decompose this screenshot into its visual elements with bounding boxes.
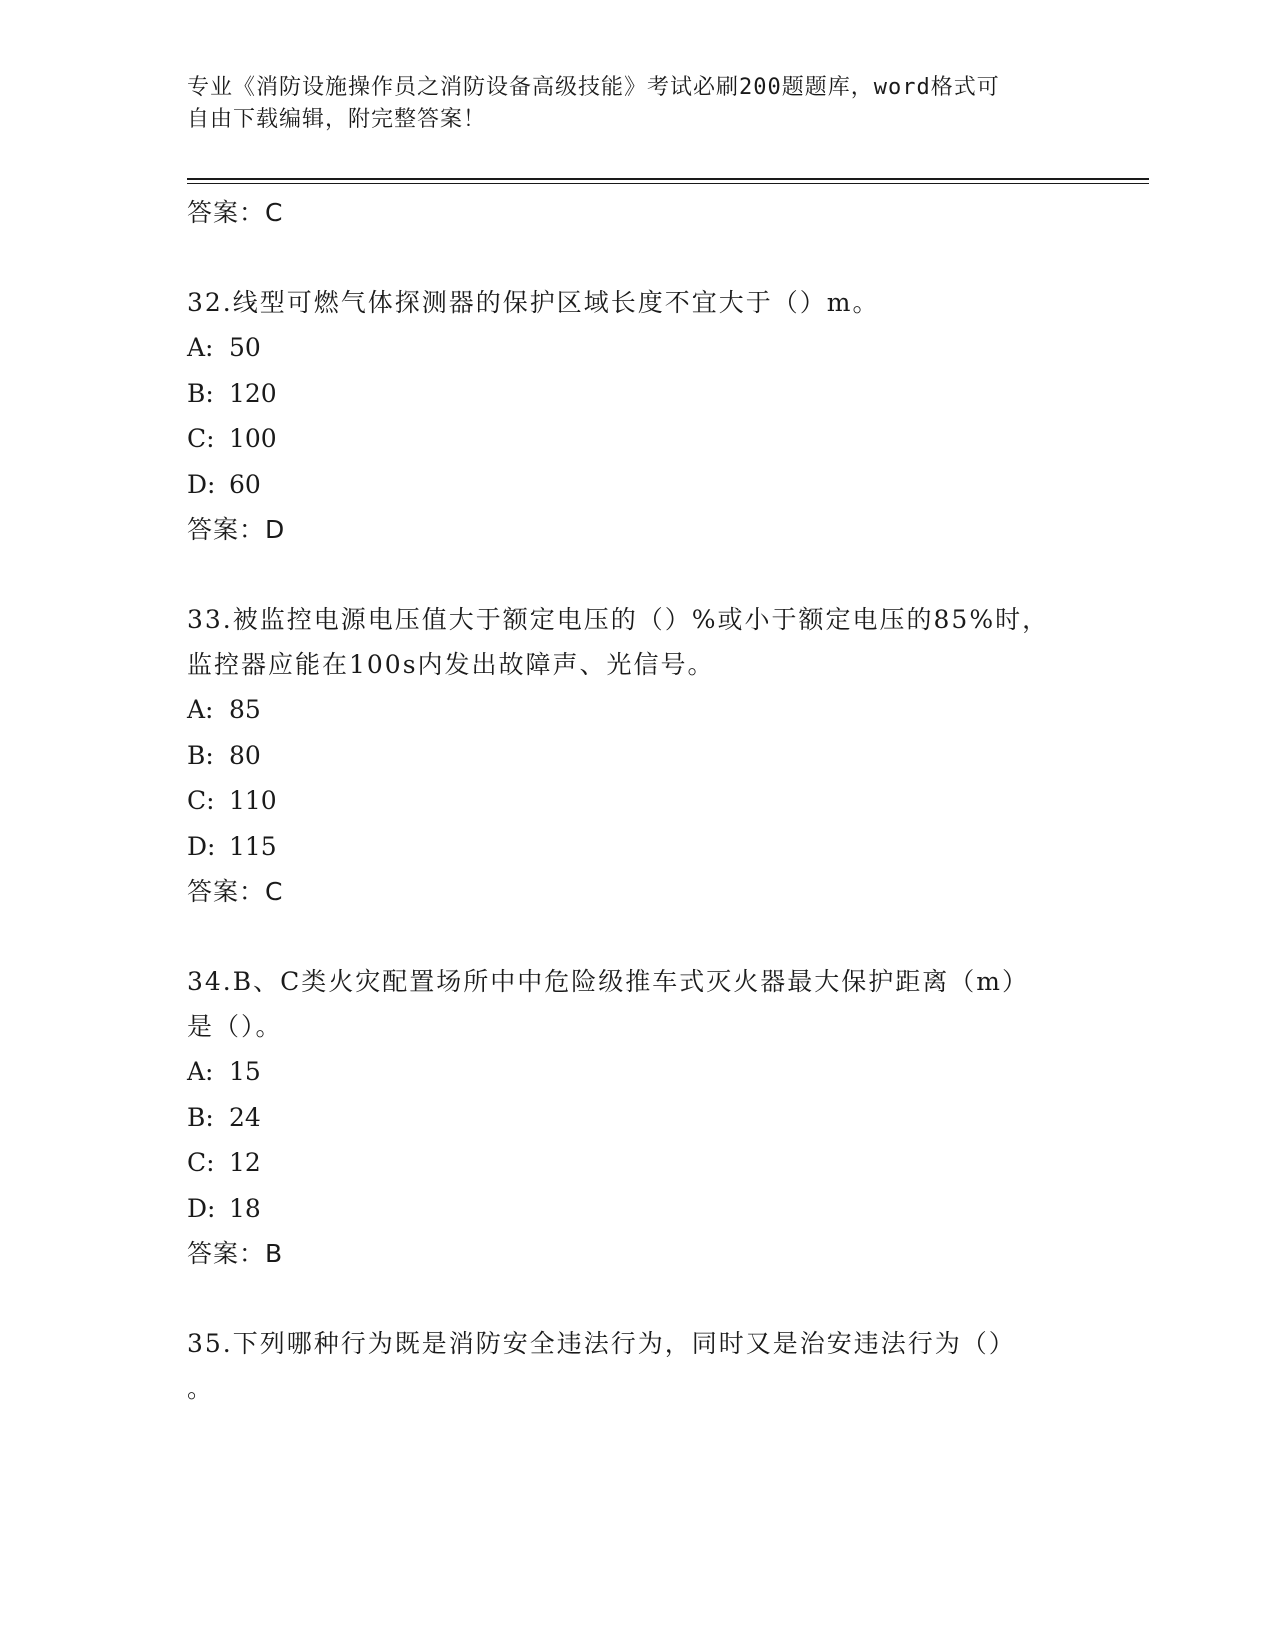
header-line-1: 专业《消防设施操作员之消防设备高级技能》考试必刷200题题库，word格式可 (187, 75, 1000, 100)
question-stem-line-2: 。 (187, 1374, 215, 1403)
page-header (187, 72, 1087, 136)
option-value: 60 (229, 469, 261, 499)
option-c (187, 1140, 1087, 1186)
option-key: B: (187, 1102, 214, 1132)
option-key: B: (187, 740, 214, 770)
option-a (187, 1049, 1087, 1095)
question-answer: 答案：C (187, 877, 284, 906)
option-key: A: (187, 1057, 214, 1086)
option-value: 100 (229, 424, 277, 453)
question-stem-line-1: 33.被监控电源电压值大于额定电压的（）%或小于额定电压的85%时， (187, 605, 1050, 634)
question-stem-line-2: 是（）。 (187, 1012, 283, 1041)
option-value: 120 (229, 378, 277, 408)
option-value: 80 (229, 740, 261, 770)
option-value: 15 (229, 1057, 261, 1086)
option-c (187, 416, 1087, 462)
question-35 (187, 1321, 1087, 1411)
header-divider (187, 178, 1149, 184)
option-d (187, 1186, 1087, 1232)
option-key: D: (187, 831, 216, 861)
option-value: 50 (229, 333, 261, 362)
option-b (187, 1095, 1087, 1141)
document-body (187, 190, 1087, 1411)
question-stem-line-1: 34.B、C类火灾配置场所中中危险级推车式灭火器最大保护距离（m） (187, 967, 1029, 996)
option-value: 24 (229, 1102, 261, 1132)
option-key: A: (187, 333, 214, 362)
question-33 (187, 597, 1087, 915)
question-answer: 答案：B (187, 1239, 284, 1268)
option-value: 110 (229, 786, 277, 815)
option-key: A: (187, 695, 214, 724)
question-32 (187, 280, 1087, 553)
option-value: 85 (229, 695, 261, 724)
option-key: D: (187, 1193, 216, 1223)
option-d (187, 462, 1087, 508)
question-stem: 32.线型可燃气体探测器的保护区域长度不宜大于（）m。 (187, 288, 880, 317)
option-b (187, 733, 1087, 779)
option-d (187, 824, 1087, 870)
option-value: 12 (229, 1148, 261, 1177)
option-a (187, 325, 1087, 371)
option-key: D: (187, 469, 216, 499)
option-key: C: (187, 786, 215, 815)
option-key: C: (187, 1148, 215, 1177)
option-value: 115 (229, 831, 277, 861)
carryover-answer: 答案：C (187, 198, 284, 227)
option-key: C: (187, 424, 215, 453)
option-value: 18 (229, 1193, 261, 1223)
option-b (187, 371, 1087, 417)
header-line-2: 自由下载编辑，附完整答案！ (187, 107, 487, 132)
option-a (187, 687, 1087, 733)
option-c (187, 778, 1087, 824)
question-34 (187, 959, 1087, 1277)
question-stem-line-2: 监控器应能在100s内发出故障声、光信号。 (187, 650, 715, 679)
question-answer: 答案：D (187, 515, 286, 544)
option-key: B: (187, 378, 214, 408)
question-stem-line-1: 35.下列哪种行为既是消防安全违法行为，同时又是治安违法行为（） (187, 1329, 1016, 1358)
